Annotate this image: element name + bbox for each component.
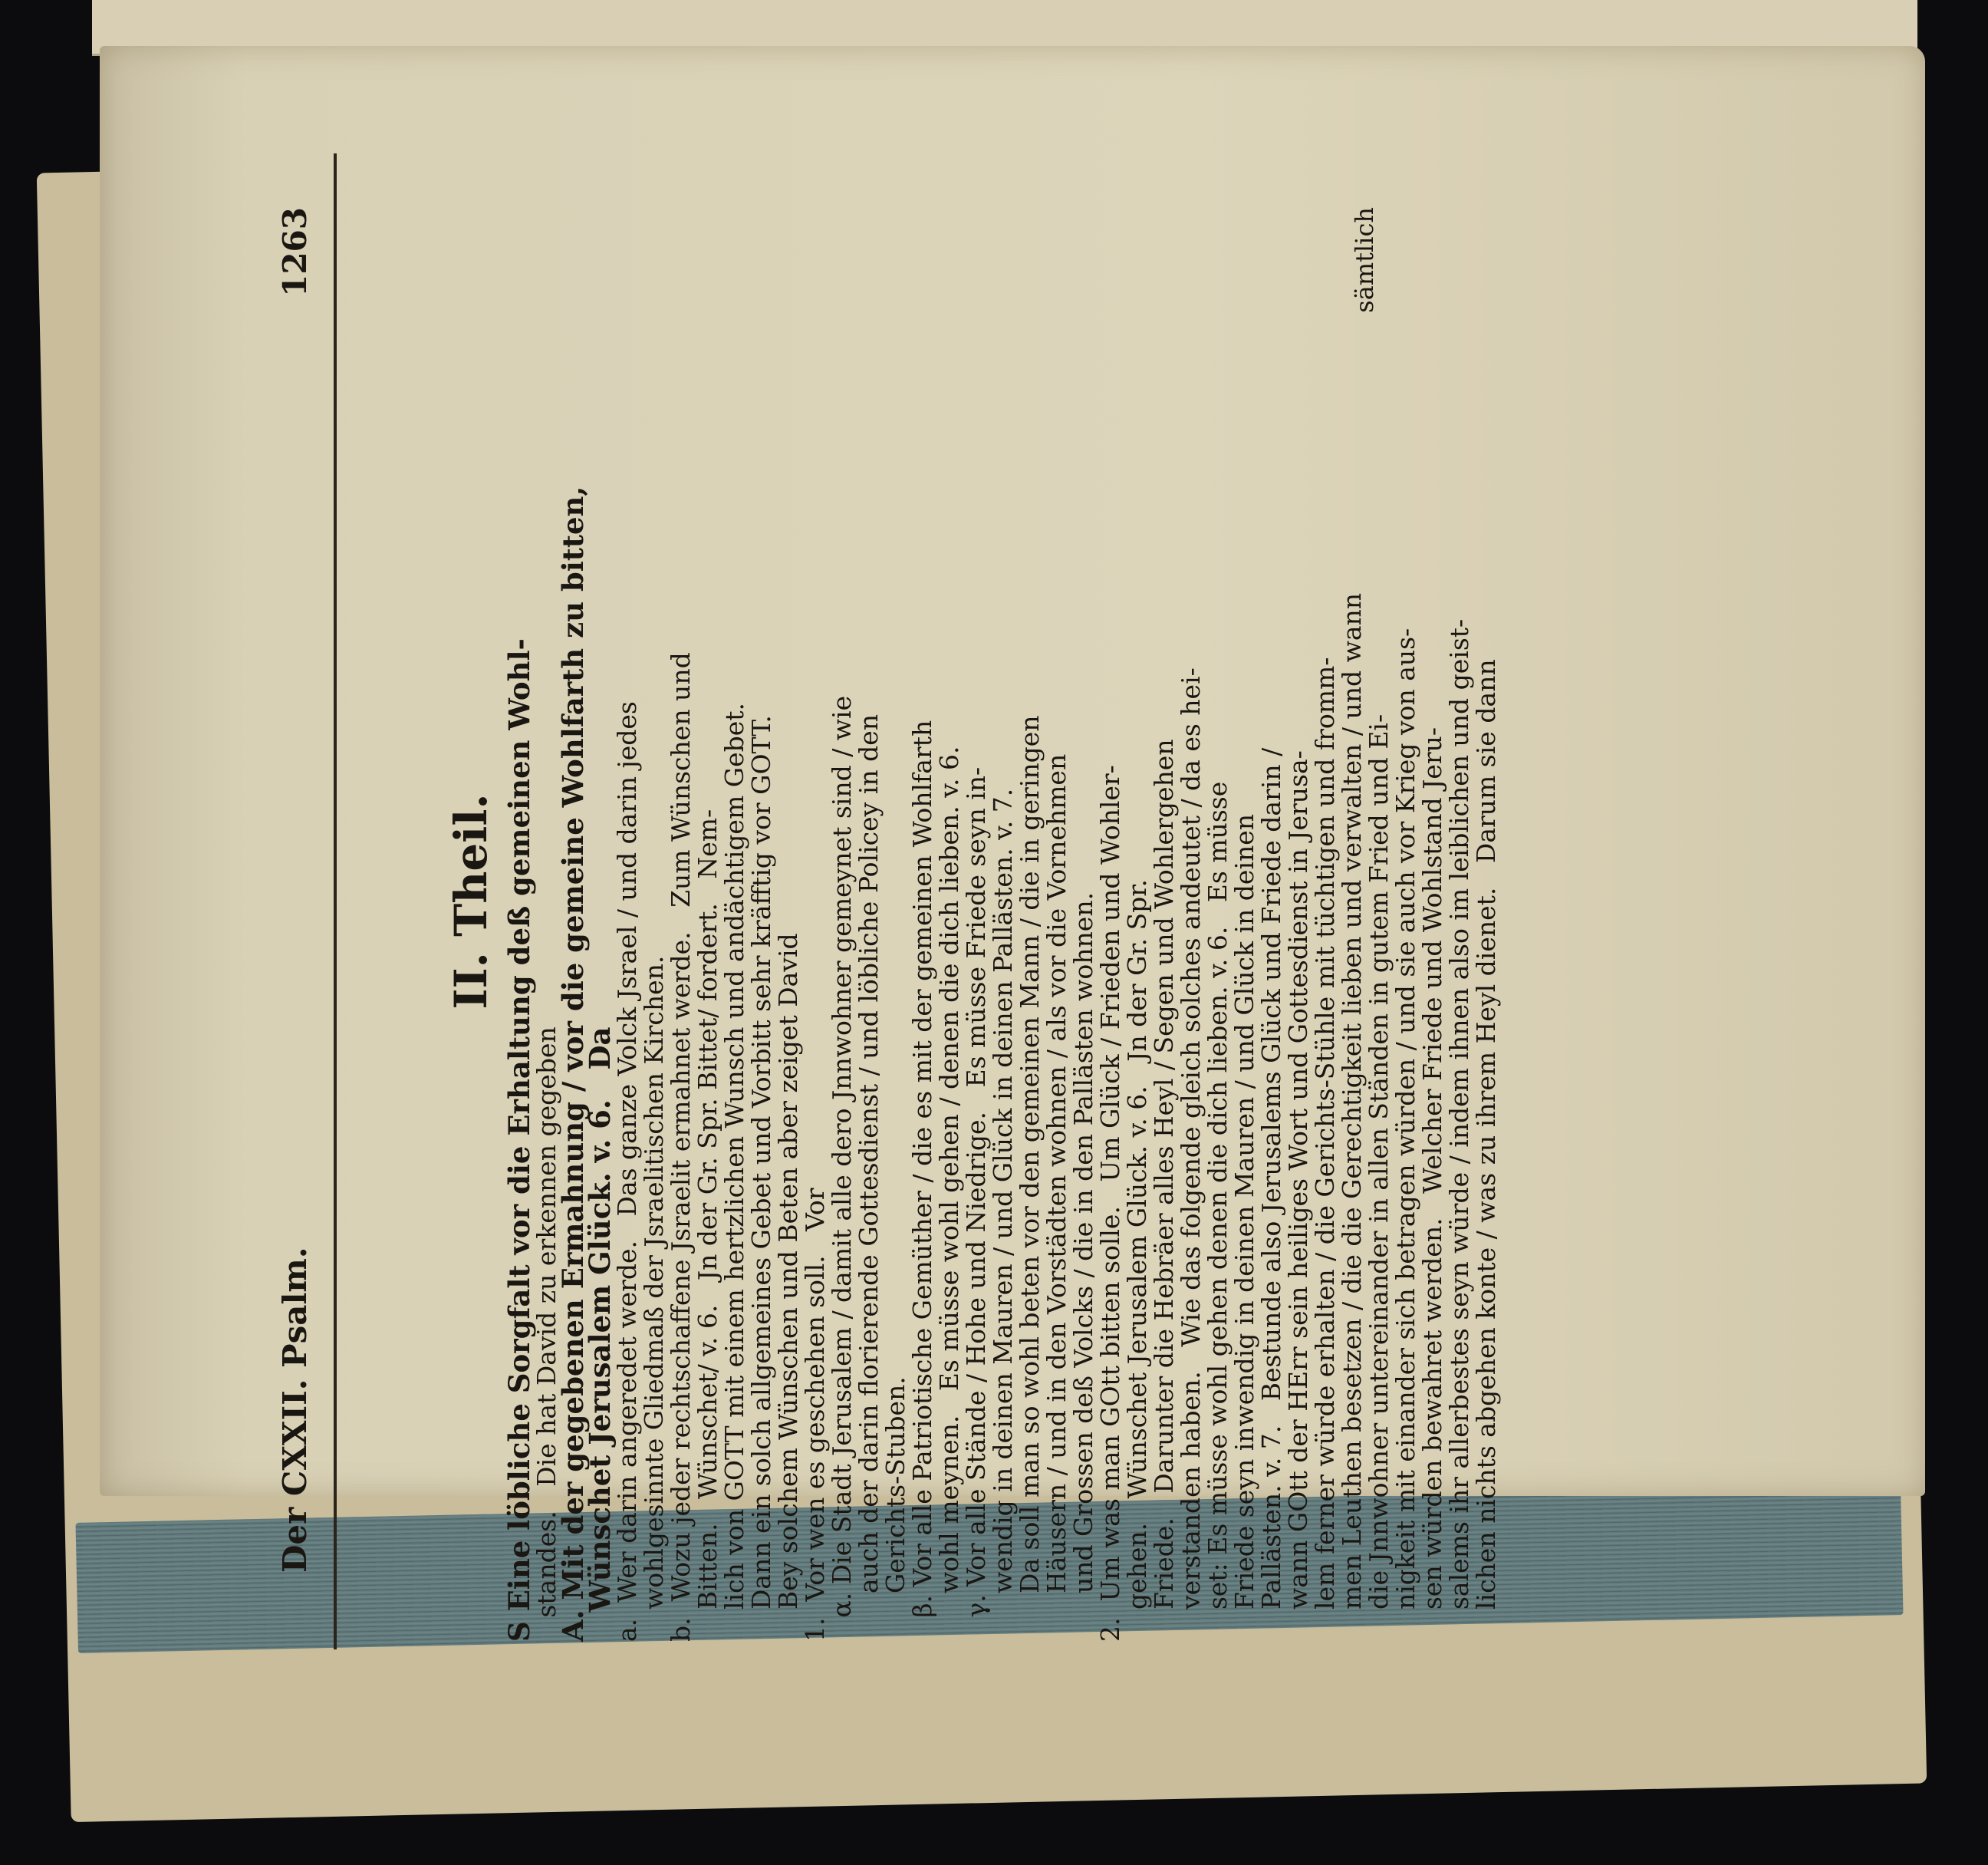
text-line: lem ferner würde erhalten / die Gerichts-Stühle mit tüchtigen und fromm- [1310,657,1340,1642]
text-line: wohlgesinnte Gliedmaß der Jsraelitischen Kirchen. [639,955,669,1642]
text-line: Friede. Darunter die Hebräer alles Heyl / Segen und Wohlergehen [1149,739,1179,1642]
body-text [502,161,1501,1642]
text-line: Bey solchem Wünschen und Beten aber zeiget David [773,933,803,1642]
text-line: Bitten. Wünschet/ v. 6. Jn der Gr. Spr. Bittet/ fordert. Nem- [693,809,722,1642]
text-line: verstanden haben. Wie das folgende gleich solches andeutet / da es hei- [1176,667,1206,1642]
text-line: wendig in deinen Mauren / und Glück in deinen Pallästen. v. 7. [988,788,1018,1642]
text-line: β. Vor alle Patriotische Gemüther / die es mit der gemeinen Wohlfarth [907,720,937,1642]
page-number: 1263 [276,207,314,297]
header-rule [334,153,337,1649]
text-line: men Leuthen besetzen / die die Gerechtigkeit lieben und verwalten / und wann [1337,592,1367,1642]
text-line: α. Die Stadt Jerusalem / damit alle dero Jnnwohner gemeynet sind / wie [827,695,857,1642]
text-line: Da soll man so wohl beten vor den gemeinen Mann / die in geringen [1015,715,1045,1642]
text-line: sen würden bewahret werden. Welcher Friede und Wohlstand Jeru- [1417,727,1447,1642]
running-title: Der CXXII. Psalm. [276,1247,314,1573]
text-line: a. Wer darin angeredet werde. Das ganze Volck Jsrael / und darin jedes [612,701,642,1642]
text-line: b. Wozu jeder rechtschaffene Jsraelit ermahnet werde. Zum Wünschen und [666,652,696,1642]
text-line: 2. Um was man GOtt bitten solle. Um Glück / Frieden und Wohler- [1095,765,1125,1642]
text-line: und Grossen deß Volcks / die in den Pallästen wohnen. [1068,891,1098,1642]
section-title: II. Theil. [445,793,497,1010]
text-line: 1. Vor wen es geschehen soll. Vor [800,1188,830,1642]
text-line: Gerichts-Stuben. [880,1376,910,1642]
text-line: lich von GOTT mit einem hertzlichen Wunsch und andächtigem Gebet. [719,702,749,1642]
text-line: salems ihr allerbestes seyn würde / indem ihnen also im leiblichen und geist- [1444,618,1474,1642]
text-line: wann GOtt der HErr sein heiliges Wort und Gottesdienst in Jerusa- [1283,750,1313,1642]
text-line: Friede seyn inwendig in deinen Mauren / und Glück in deinen [1229,813,1259,1642]
page-text-block [245,153,1501,1649]
text-line: Häusern / und in den Vorstädten wohnen / als vor die Vornehmen [1042,753,1071,1642]
text-line: γ. Vor alle Stände / Hohe und Niedrige. Es müsse Friede seyn in- [961,766,991,1642]
text-line: standes. Die hat David zu erkennen gegeben [532,1026,561,1642]
text-line: A. Mit der gegebenen Ermahnung / vor die gemeine Wohlfarth zu bitten, [556,486,590,1642]
text-line: set: Es müsse wohl gehen denen die dich lieben. v. 6. Es müsse [1203,781,1233,1642]
text-line: lichen nichts abgehen konte / was zu ihrem Heyl dienet. Darum sie dann [1471,659,1501,1642]
text-line: gehen. Wünschet Jerusalem Glück. v. 6. Jn der Gr. Spr. [1122,879,1152,1642]
text-line: auch der darin florierende Gottesdienst / und löbliche Policey in den [854,713,884,1642]
text-line: Dann ein solch allgemeines Gebet und Vorbitt sehr kräfftig vor GOTT. [746,715,776,1642]
text-line: wohl meynen. Es müsse wohl gehen / denen die dich lieben. v. 6. [934,746,964,1642]
text-line: die Jnnwohner untereinander in allen Ständen in gutem Fried und Ei- [1364,713,1394,1642]
text-line: S Eine löbliche Sorgfalt vor die Erhaltung deß gemeinen Wohl- [502,638,536,1642]
text-line: nigkeit mit einander sich betragen würden / und sie auch vor Krieg von aus- [1391,628,1420,1642]
catchword: sämtlich [1350,207,1379,313]
running-header [276,153,322,1649]
text-line: Pallästen. v. 7. Bestunde also Jerusalems Glück und Friede darin / [1256,747,1286,1642]
text-line: Wünschet Jerusalem Glück. v. 6. Da [583,1026,617,1642]
